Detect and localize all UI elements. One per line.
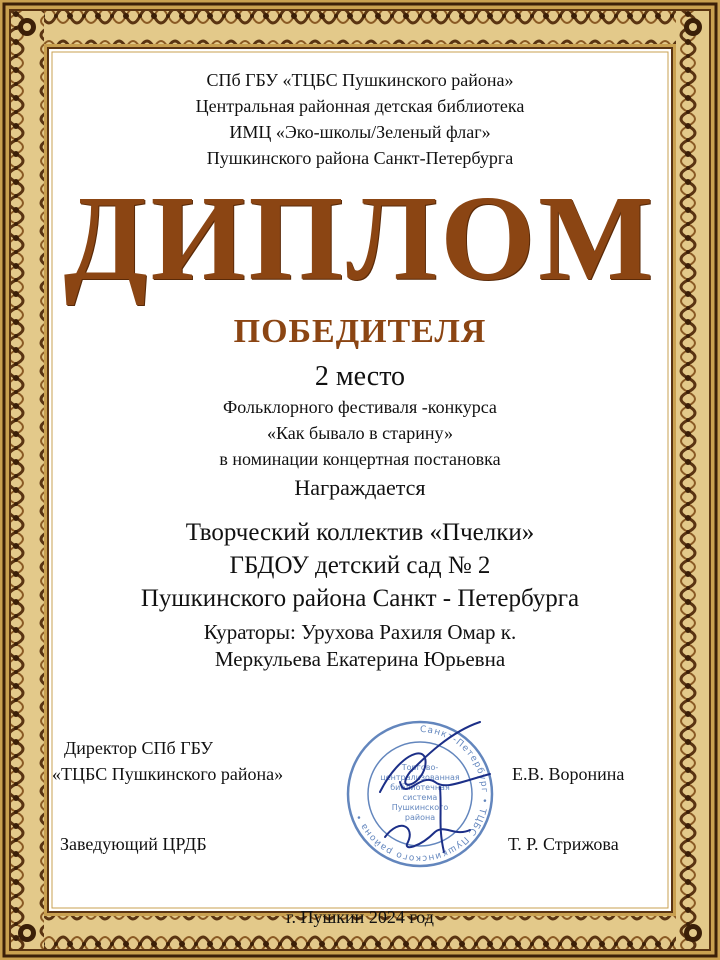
winner-subtitle: ПОБЕДИТЕЛЯ xyxy=(233,313,487,350)
curators-line-2: Меркульева Екатерина Юрьевна xyxy=(214,647,506,671)
place-label: 2 место xyxy=(314,361,406,392)
footer-place-year: г. Пушкин 2024 год xyxy=(286,907,434,927)
header-line-1: СПб ГБУ «ТЦБС Пушкинского района» xyxy=(206,70,514,90)
header-line-3: ИМЦ «Эко-школы/Зеленый флаг» xyxy=(229,122,491,142)
stamp-center-line: района xyxy=(404,813,436,822)
head-name: Т. Р. Стрижова xyxy=(508,834,619,854)
competition-line-2: «Как бывало в старину» xyxy=(267,423,453,443)
stamp-center-line: библиотечная xyxy=(390,783,450,792)
stamp-center-line: Торгово- xyxy=(401,763,439,772)
stamp-center-line: Пушкинского xyxy=(391,803,449,812)
recipient-line-2: ГБДОУ детский сад № 2 xyxy=(229,552,491,579)
recipient-line-3: Пушкинского района Санкт - Петербурга xyxy=(140,585,580,612)
diploma-title: ДИПЛОМ xyxy=(63,171,657,306)
stamp-center-line: система xyxy=(402,793,438,802)
stamp-center-line: централизованная xyxy=(380,773,460,782)
stamp-ring-text: Санкт-Петербург • ТЦБС Пушкинского района • xyxy=(354,724,490,864)
header-line-2: Центральная районная детская библиотека xyxy=(195,96,525,116)
director-name: Е.В. Воронина xyxy=(512,764,625,784)
director-title-line-2: «ТЦБС Пушкинского района» xyxy=(52,764,284,784)
official-stamp xyxy=(340,712,500,882)
head-title: Заведующий ЦРДБ xyxy=(60,834,207,854)
recipient-line-1: Творческий коллектив «Пчелки» xyxy=(185,519,535,546)
curators-line-1: Кураторы: Урухова Рахиля Омар к. xyxy=(203,620,517,644)
header-line-4: Пушкинского района Санкт-Петербурга xyxy=(206,148,514,168)
awarded-label: Награждается xyxy=(294,475,426,500)
director-title-line-1: Директор СПб ГБУ xyxy=(64,738,214,758)
competition-line-1: Фольклорного фестиваля -конкурса xyxy=(223,397,497,417)
nomination-line: в номинации концертная постановка xyxy=(219,449,501,469)
